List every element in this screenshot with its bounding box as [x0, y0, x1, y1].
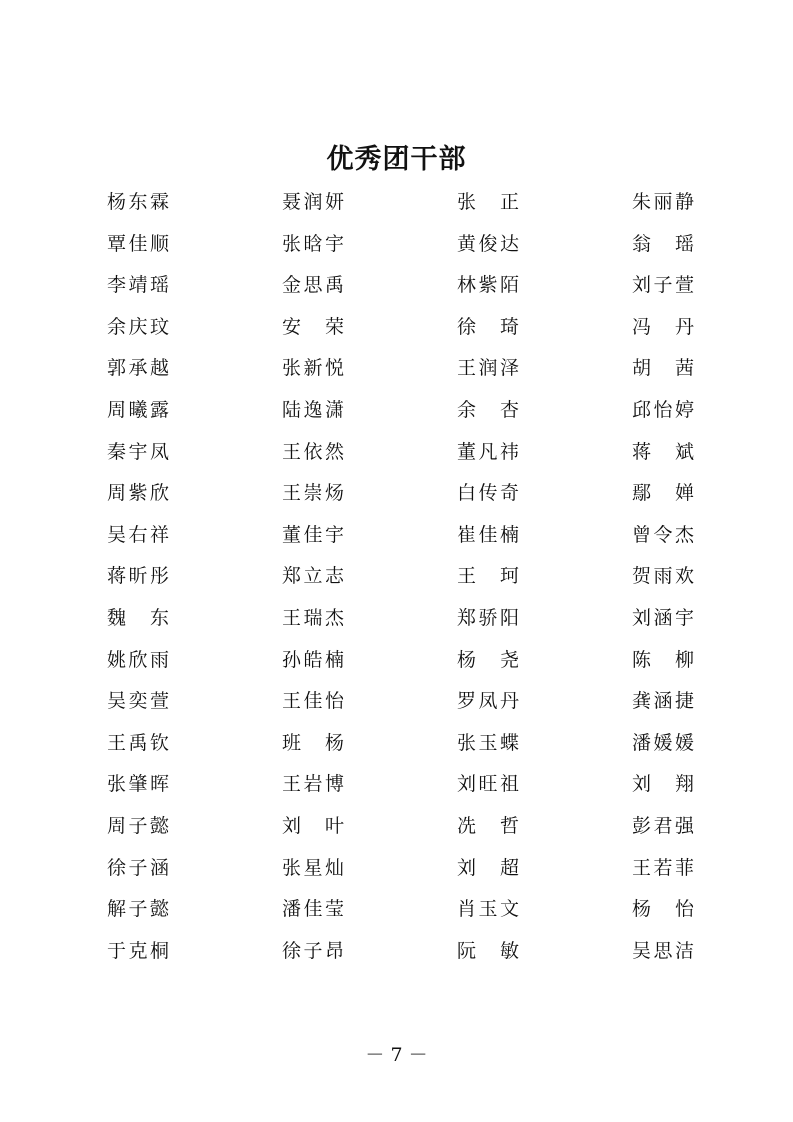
name-cell: 魏 东 — [107, 606, 169, 629]
page-number: － 7 － — [365, 1044, 428, 1066]
name-row — [107, 640, 695, 682]
name-row — [107, 307, 695, 349]
name-cell: 王 禹 钦 — [107, 731, 169, 754]
name-cell: 刘 旺 祖 — [457, 773, 519, 796]
name-cell: 张 玉 蝶 — [457, 731, 519, 754]
name-cell: 林 紫 陌 — [457, 274, 519, 297]
name-cell: 孙 皓 楠 — [282, 648, 344, 671]
name-cell: 徐 子 涵 — [107, 856, 169, 879]
name-row — [107, 764, 695, 806]
name-cell: 周 紫 欣 — [107, 482, 169, 505]
name-cell: 徐 琦 — [457, 315, 519, 338]
name-cell: 肖 玉 文 — [457, 898, 519, 921]
name-cell: 覃 佳 顺 — [107, 232, 169, 255]
name-cell: 张 星 灿 — [282, 856, 344, 879]
name-cell: 解 子 懿 — [107, 898, 169, 921]
name-row — [107, 806, 695, 848]
name-cell: 董 凡 祎 — [457, 440, 519, 463]
name-cell: 张 晗 宇 — [282, 232, 344, 255]
name-cell: 周 曦 露 — [107, 398, 169, 421]
name-row — [107, 473, 695, 515]
name-row — [107, 515, 695, 557]
name-cell: 张 肇 晖 — [107, 773, 169, 796]
names-list — [107, 182, 695, 972]
name-cell: 刘 子 萱 — [632, 274, 694, 297]
name-cell: 冯 丹 — [632, 315, 694, 338]
name-cell: 阮 敏 — [457, 939, 519, 962]
name-cell: 刘 叶 — [282, 814, 344, 837]
name-cell: 杨 尧 — [457, 648, 519, 671]
name-cell: 吴 奕 萱 — [107, 690, 169, 713]
name-cell: 聂 润 妍 — [282, 191, 344, 213]
name-cell: 吴 思 洁 — [632, 939, 694, 962]
name-cell: 蒋 昕 彤 — [107, 565, 169, 588]
name-cell: 崔 佳 楠 — [457, 523, 519, 546]
name-cell: 郑 骄 阳 — [457, 606, 519, 629]
name-cell: 王 佳 怡 — [282, 690, 344, 713]
name-cell: 黄 俊 达 — [457, 232, 519, 255]
name-cell: 冼 哲 — [457, 814, 519, 837]
name-cell: 李 靖 瑶 — [107, 274, 169, 297]
name-cell: 杨 东 霖 — [107, 191, 169, 213]
name-row — [107, 598, 695, 640]
name-cell: 余 杏 — [457, 398, 519, 421]
name-cell: 刘 翔 — [632, 773, 694, 796]
name-cell: 徐 子 昂 — [282, 939, 344, 962]
name-row — [107, 390, 695, 432]
name-cell: 秦 宇 凤 — [107, 440, 169, 463]
name-cell: 张 新 悦 — [282, 357, 344, 380]
name-cell: 金 思 禹 — [282, 274, 344, 297]
name-cell: 余 庆 玟 — [107, 315, 169, 338]
name-cell: 王 依 然 — [282, 440, 344, 463]
name-row — [107, 556, 695, 598]
name-cell: 鄢 婵 — [632, 482, 694, 505]
name-cell: 陈 柳 — [632, 648, 694, 671]
name-cell: 郭 承 越 — [107, 357, 169, 380]
name-cell: 王 珂 — [457, 565, 519, 588]
name-cell: 朱 丽 静 — [632, 191, 694, 213]
name-cell: 王 崇 炀 — [282, 482, 344, 505]
name-cell: 王 岩 博 — [282, 773, 344, 796]
name-row — [107, 931, 695, 973]
name-cell: 陆 逸 潇 — [282, 398, 344, 421]
name-cell: 王 若 菲 — [632, 856, 694, 879]
name-cell: 董 佳 宇 — [282, 523, 344, 546]
name-cell: 罗 凤 丹 — [457, 690, 519, 713]
name-cell: 胡 茜 — [632, 357, 694, 380]
name-cell: 杨 怡 — [632, 898, 694, 921]
name-row — [107, 848, 695, 890]
name-row — [107, 182, 695, 224]
name-cell: 王 瑞 杰 — [282, 606, 344, 629]
name-cell: 班 杨 — [282, 731, 344, 754]
name-row — [107, 265, 695, 307]
name-cell: 曾 令 杰 — [632, 523, 694, 546]
name-cell: 吴 右 祥 — [107, 523, 169, 546]
name-cell: 翁 瑶 — [632, 232, 694, 255]
name-cell: 白 传 奇 — [457, 482, 519, 505]
name-cell: 张 正 — [457, 191, 519, 213]
name-row — [107, 224, 695, 266]
name-row — [107, 889, 695, 931]
name-row — [107, 681, 695, 723]
name-cell: 蒋 斌 — [632, 440, 694, 463]
name-cell: 姚 欣 雨 — [107, 648, 169, 671]
name-cell: 邱 怡 婷 — [632, 398, 694, 421]
name-row — [107, 348, 695, 390]
name-cell: 刘 超 — [457, 856, 519, 879]
name-cell: 彭 君 强 — [632, 814, 694, 837]
name-cell: 贺 雨 欢 — [632, 565, 694, 588]
name-cell: 王 润 泽 — [457, 357, 519, 380]
name-cell: 安 荣 — [282, 315, 344, 338]
name-row — [107, 723, 695, 765]
name-cell: 潘 媛 媛 — [632, 731, 694, 754]
name-cell: 刘 涵 宇 — [632, 606, 694, 629]
name-cell: 于 克 桐 — [107, 939, 169, 962]
page-title: 优秀团干部 — [326, 144, 467, 175]
name-cell: 郑 立 志 — [282, 565, 344, 588]
name-cell: 龚 涵 捷 — [632, 690, 694, 713]
name-cell: 潘 佳 莹 — [282, 898, 344, 921]
name-cell: 周 子 懿 — [107, 814, 169, 837]
name-row — [107, 432, 695, 474]
